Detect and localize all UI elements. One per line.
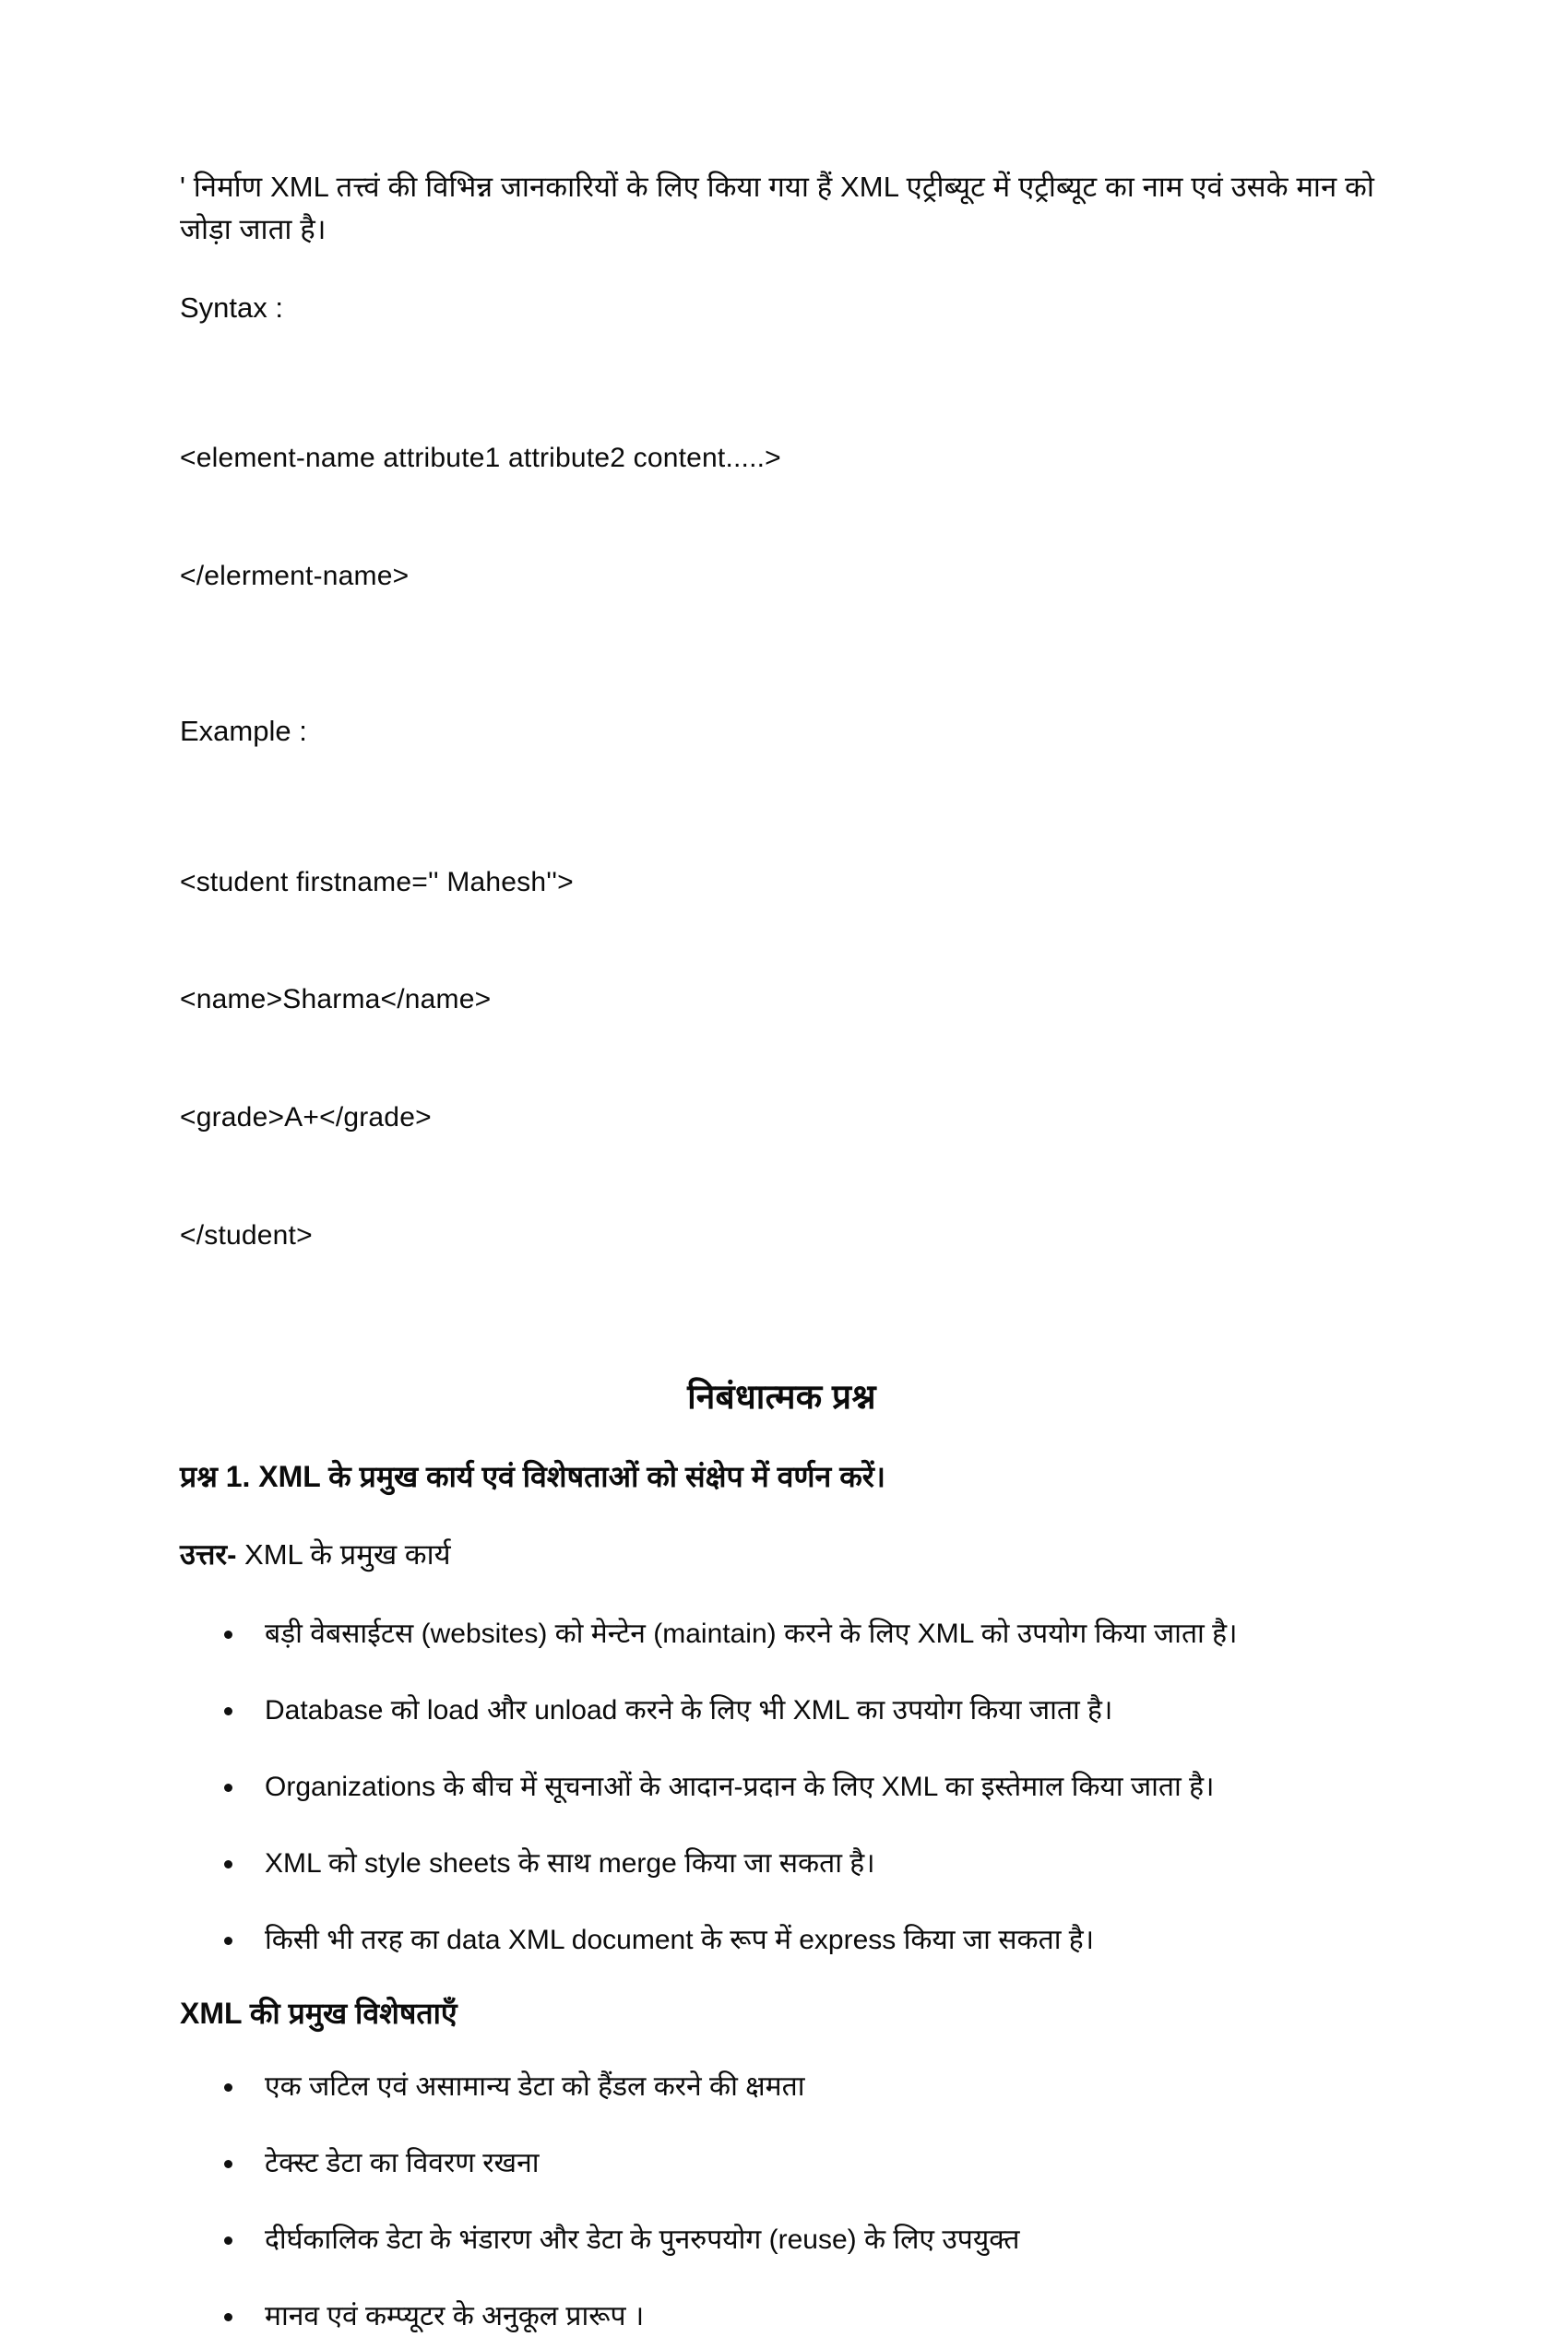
bullet-icon — [224, 1784, 232, 1792]
example-code-line-2: <name>Sharma</name> — [180, 984, 492, 1015]
list-item — [180, 1690, 1384, 1731]
bullet-icon — [224, 1631, 232, 1639]
example-code-line-1: <student firstname='' Mahesh''> — [180, 866, 574, 897]
syntax-label: Syntax : — [180, 291, 283, 324]
list-item — [180, 2066, 1384, 2107]
intro-paragraph: ' निर्माण XML तत्त्वं की विभिन्न जानकारियों के लिए किया गया हैं XML एट्रीब्यूट में एट्रीब्यूट का नाम एवं उसके मान को जोड़ा जाता है। — [180, 171, 1374, 245]
answer-intro — [180, 1535, 1384, 1576]
list-item — [180, 1919, 1384, 1961]
example-code-line-4: </student> — [180, 1219, 313, 1251]
example-label: Example : — [180, 715, 307, 748]
bullet-icon — [224, 1860, 232, 1868]
features-bullet-list — [180, 2066, 1384, 2337]
example-code-line-3: <grade>A+</grade> — [180, 1102, 432, 1133]
list-item — [180, 1766, 1384, 1808]
example-code-block — [180, 784, 1384, 1334]
list-item-label: Organizations के बीच में सूचनाओं के आदान-प्रदान के लिए XML का इस्तेमाल किया जाता है। — [265, 1772, 1215, 1803]
list-item-label: बड़ी वेबसाईटस (websites) को मेन्टेन (maintain) करने के लिए XML को उपयोग किया जाता है। — [265, 1619, 1238, 1650]
question-1: प्रश्न 1. XML के प्रमुख कार्य एवं विशेषताओं को संक्षेप में वर्णन करें। — [180, 1459, 885, 1493]
bullet-icon — [224, 2083, 232, 2092]
answer-intro-text: XML के प्रमुख कार्य — [236, 1538, 451, 1572]
answer-label: उत्तर- — [180, 1538, 237, 1572]
list-item-label: Database को load और unload करने के लिए भी XML का उपयोग किया जाता है। — [265, 1695, 1113, 1726]
list-item — [180, 2295, 1384, 2337]
list-item-label: एक जटिल एवं असामान्य डेटा को हैंडल करने की क्षमता — [265, 2071, 805, 2103]
section-heading: निबंधात्मक प्रश्न — [687, 1377, 876, 1416]
list-item — [180, 1843, 1384, 1884]
syntax-code-line-2: </elerment-name> — [180, 560, 410, 591]
syntax-code-line-1: <element-name attribute1 attribute2 content.....> — [180, 442, 781, 473]
functions-bullet-list — [180, 1613, 1384, 1961]
list-item-label: किसी भी तरह का data XML document के रूप में express किया जा सकता है। — [265, 1925, 1095, 1956]
list-item-label: दीर्घकालिक डेटा के भंडारण और डेटा के पुनरुपयोग (reuse) के लिए उपयुक्त — [265, 2224, 1020, 2256]
syntax-code-block — [180, 361, 1384, 675]
list-item — [180, 2219, 1384, 2260]
bullet-icon — [224, 1707, 232, 1715]
list-item-label: टेक्स्ट डेटा का विवरण रखना — [265, 2148, 540, 2179]
bullet-icon — [224, 2313, 232, 2321]
bullet-icon — [224, 2160, 232, 2168]
list-item — [180, 2142, 1384, 2184]
bullet-icon — [224, 2236, 232, 2245]
bullet-icon — [224, 1937, 232, 1945]
list-item — [180, 1613, 1384, 1655]
list-item-label: XML को style sheets के साथ merge किया जा सकता है। — [265, 1848, 875, 1880]
list-item-label: मानव एवं कम्प्यूटर के अनुकूल प्रारूप । — [265, 2301, 645, 2332]
features-heading: XML की प्रमुख विशेषताएँ — [180, 1997, 457, 2031]
